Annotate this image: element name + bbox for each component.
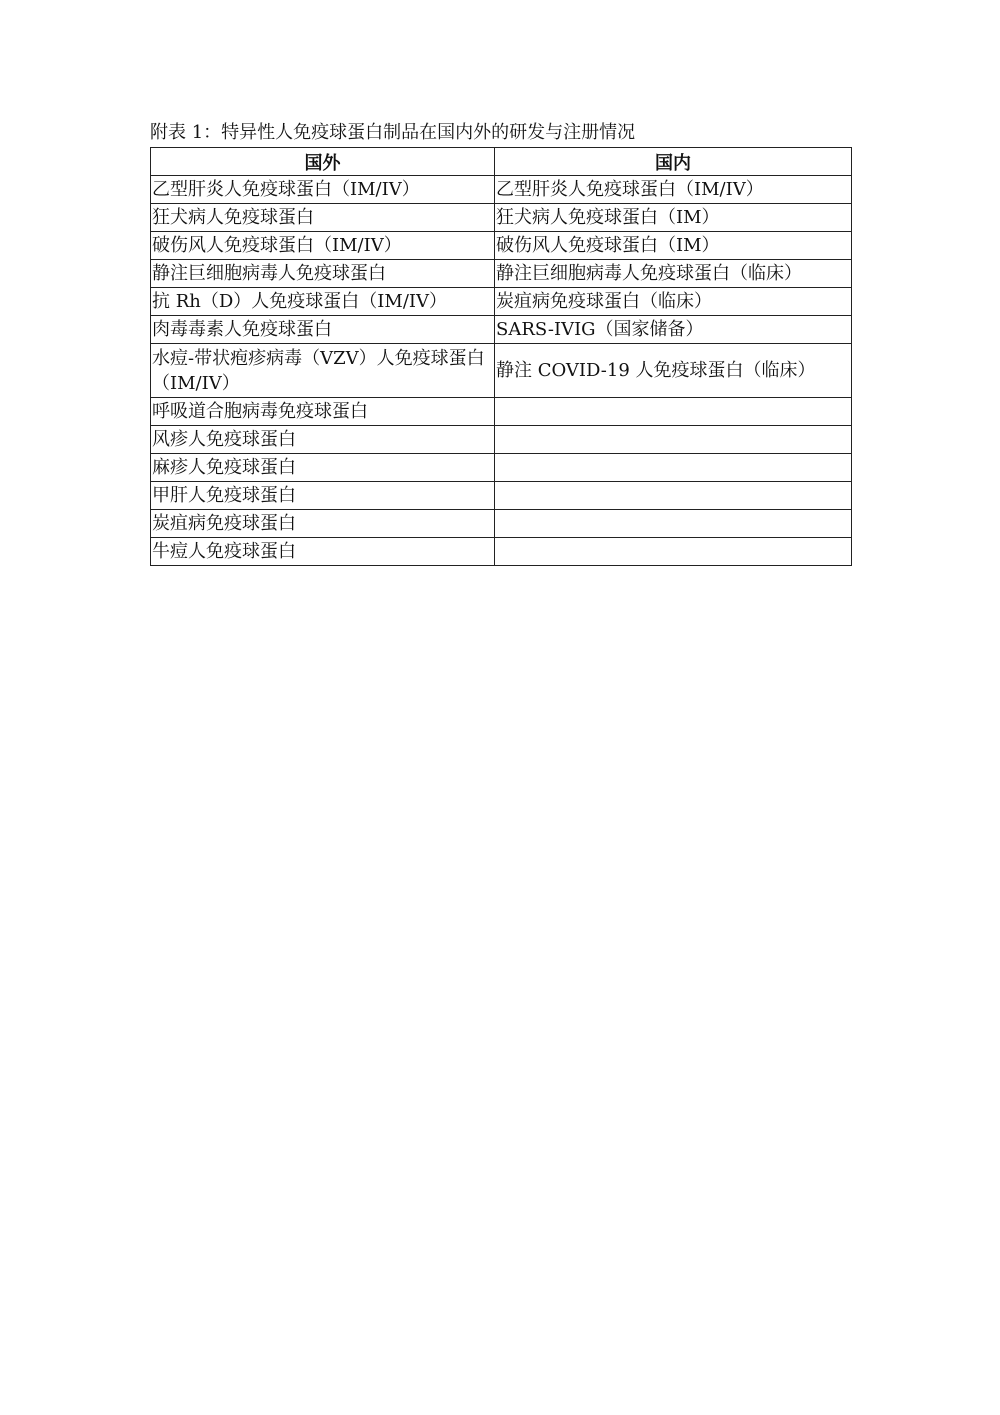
foreign-cell: 水痘-带状疱疹病毒（VZV）人免疫球蛋白（IM/IV） — [151, 344, 495, 398]
domestic-cell — [495, 454, 852, 482]
domestic-cell — [495, 538, 852, 566]
domestic-cell — [495, 398, 852, 426]
foreign-cell: 抗 Rh（D）人免疫球蛋白（IM/IV） — [151, 288, 495, 316]
table-row — [151, 288, 852, 316]
header-domestic: 国内 — [495, 148, 852, 176]
domestic-cell: 静注巨细胞病毒人免疫球蛋白（临床） — [495, 260, 852, 288]
domestic-cell: 静注 COVID-19 人免疫球蛋白（临床） — [495, 344, 852, 398]
domestic-cell — [495, 482, 852, 510]
table-row — [151, 398, 852, 426]
table-header-row — [151, 148, 852, 176]
table-row — [151, 482, 852, 510]
foreign-cell: 牛痘人免疫球蛋白 — [151, 538, 495, 566]
foreign-cell: 静注巨细胞病毒人免疫球蛋白 — [151, 260, 495, 288]
header-foreign: 国外 — [151, 148, 495, 176]
immunoglobulin-table — [150, 147, 852, 566]
foreign-cell: 肉毒毒素人免疫球蛋白 — [151, 316, 495, 344]
foreign-cell: 甲肝人免疫球蛋白 — [151, 482, 495, 510]
table-row — [151, 538, 852, 566]
foreign-cell: 狂犬病人免疫球蛋白 — [151, 204, 495, 232]
domestic-cell — [495, 510, 852, 538]
table-row — [151, 510, 852, 538]
foreign-cell: 风疹人免疫球蛋白 — [151, 426, 495, 454]
foreign-cell: 呼吸道合胞病毒免疫球蛋白 — [151, 398, 495, 426]
foreign-cell: 炭疽病免疫球蛋白 — [151, 510, 495, 538]
table-row — [151, 316, 852, 344]
table-caption: 附表 1：特异性人免疫球蛋白制品在国内外的研发与注册情况 — [150, 122, 636, 143]
domestic-cell: 破伤风人免疫球蛋白（IM） — [495, 232, 852, 260]
foreign-cell: 乙型肝炎人免疫球蛋白（IM/IV） — [151, 176, 495, 204]
table-row — [151, 204, 852, 232]
table-row — [151, 232, 852, 260]
table-row — [151, 176, 852, 204]
domestic-cell: 乙型肝炎人免疫球蛋白（IM/IV） — [495, 176, 852, 204]
table-row — [151, 454, 852, 482]
domestic-cell — [495, 426, 852, 454]
domestic-cell: 炭疽病免疫球蛋白（临床） — [495, 288, 852, 316]
foreign-cell: 麻疹人免疫球蛋白 — [151, 454, 495, 482]
table-row — [151, 426, 852, 454]
domestic-cell: 狂犬病人免疫球蛋白（IM） — [495, 204, 852, 232]
foreign-cell: 破伤风人免疫球蛋白（IM/IV） — [151, 232, 495, 260]
domestic-cell: SARS-IVIG（国家储备） — [495, 316, 852, 344]
table-row — [151, 344, 852, 398]
table-row — [151, 260, 852, 288]
